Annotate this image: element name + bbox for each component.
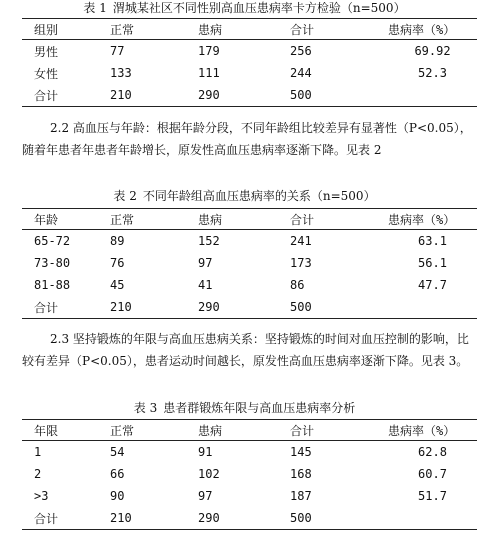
table-cell: 91: [198, 445, 213, 459]
table-cell: 97: [198, 256, 213, 270]
table-cell: 77: [110, 44, 125, 58]
table-cell: 86: [290, 278, 305, 292]
table-cell: 111: [198, 66, 220, 80]
column-header: 合计: [278, 209, 376, 230]
table-cell: 60.7: [418, 467, 447, 481]
table-cell: 56.1: [418, 256, 447, 270]
table-1: [22, 18, 477, 107]
table-cell: 500: [278, 296, 376, 319]
table-cell: 90: [110, 489, 125, 503]
table-cell: 187: [290, 489, 312, 503]
column-header: 患病: [186, 420, 278, 441]
table-cell: 152: [198, 234, 220, 248]
table-3-header-row: [22, 420, 477, 441]
table-cell: 69.92: [414, 44, 451, 58]
table-cell: 62.8: [418, 445, 447, 459]
table-cell: 244: [290, 66, 312, 80]
table-cell: 210: [98, 296, 186, 319]
table-1-body: [22, 40, 477, 107]
table-row: [22, 507, 477, 530]
table-cell: 290: [186, 296, 278, 319]
table-cell: 合计: [22, 507, 98, 530]
table-cell: 45: [110, 278, 125, 292]
table-3-caption: [0, 400, 489, 416]
table-cell: 102: [198, 467, 220, 481]
table-cell: 47.7: [418, 278, 447, 292]
table-row: [22, 463, 477, 485]
table-row: [22, 485, 477, 507]
table-cell: 1: [34, 445, 42, 459]
table-cell: 290: [186, 507, 278, 530]
table-cell: 54: [110, 445, 125, 459]
table-cell: 合计: [22, 84, 98, 107]
table-cell: [376, 84, 477, 107]
column-header: 正常: [98, 420, 186, 441]
paragraph-2-2: 2.2 高血压与年龄：根据年龄分段，不同年龄组比较差异有显著性（P<0.05），随着年患者年患者年龄增长，原发性高血压患病率逐渐下降。见表 2: [22, 121, 472, 157]
table-row: [22, 40, 477, 63]
table-3-body: [22, 441, 477, 530]
table-cell: 89: [110, 234, 125, 248]
table-2-caption: [0, 188, 489, 204]
column-header: 合计: [278, 420, 376, 441]
table-2-label: 表 2: [113, 189, 137, 203]
table-cell: [376, 296, 477, 319]
table-row: [22, 296, 477, 319]
table-cell: 76: [110, 256, 125, 270]
table-cell: 179: [198, 44, 220, 58]
column-header: 患病: [186, 209, 278, 230]
table-2-header-row: [22, 209, 477, 230]
table-cell: 合计: [22, 296, 98, 319]
table-3-label: 表 3: [133, 401, 158, 415]
table-row: [22, 252, 477, 274]
column-header: 患病率（%）: [376, 420, 477, 441]
table-1-title: 渭城某社区不同性别高血压患病率卡方检验（n=500）: [112, 1, 406, 15]
table-2: [22, 208, 477, 319]
table-cell: 51.7: [418, 489, 447, 503]
table-cell: 290: [186, 84, 278, 107]
table-cell: 52.3: [418, 66, 447, 80]
column-header: 患病率（%）: [376, 209, 477, 230]
table-cell: 63.1: [418, 234, 447, 248]
table-cell: 168: [290, 467, 312, 481]
table-cell: 女性: [34, 66, 59, 81]
paragraph-2-3: 2.3 坚持锻炼的年限与高血压患病关系：坚持锻炼的时间对血压控制的影响，比较有差异（P<0.05），患者运动时间越长，原发性高血压患病率逐渐下降。见表 3。: [22, 332, 469, 368]
table-cell: 97: [198, 489, 213, 503]
table-1-caption: [0, 0, 489, 16]
table-row: [22, 84, 477, 107]
column-header: 组别: [22, 19, 98, 40]
table-cell: 500: [278, 507, 376, 530]
column-header: 年限: [22, 420, 98, 441]
table-row: [22, 441, 477, 464]
table-row: [22, 62, 477, 84]
table-cell: [376, 507, 477, 530]
table-2-body: [22, 230, 477, 319]
table-cell: 65-72: [34, 234, 71, 248]
table-row: [22, 230, 477, 253]
table-2-title: 不同年龄组高血压患病率的关系（n=500）: [142, 189, 376, 203]
column-header: 正常: [98, 19, 186, 40]
column-header: 正常: [98, 209, 186, 230]
table-cell: 500: [278, 84, 376, 107]
table-3-title: 患者群锻炼年限与高血压患病率分析: [163, 401, 356, 415]
table-1-header-row: [22, 19, 477, 40]
column-header: 合计: [278, 19, 376, 40]
table-cell: 210: [98, 84, 186, 107]
table-cell: 241: [290, 234, 312, 248]
table-row: [22, 274, 477, 296]
table-cell: 2: [34, 467, 42, 481]
table-cell: 145: [290, 445, 312, 459]
table-cell: 256: [290, 44, 312, 58]
table-cell: 133: [110, 66, 132, 80]
column-header: 患病率（%）: [376, 19, 477, 40]
table-cell: 210: [98, 507, 186, 530]
table-cell: >3: [34, 489, 49, 503]
column-header: 患病: [186, 19, 278, 40]
table-cell: 81-88: [34, 278, 71, 292]
column-header: 年龄: [22, 209, 98, 230]
table-1-label: 表 1: [83, 1, 107, 15]
table-3: [22, 419, 477, 530]
table-cell: 66: [110, 467, 125, 481]
table-cell: 173: [290, 256, 312, 270]
table-cell: 41: [198, 278, 213, 292]
table-cell: 73-80: [34, 256, 71, 270]
table-cell: 男性: [34, 44, 59, 59]
